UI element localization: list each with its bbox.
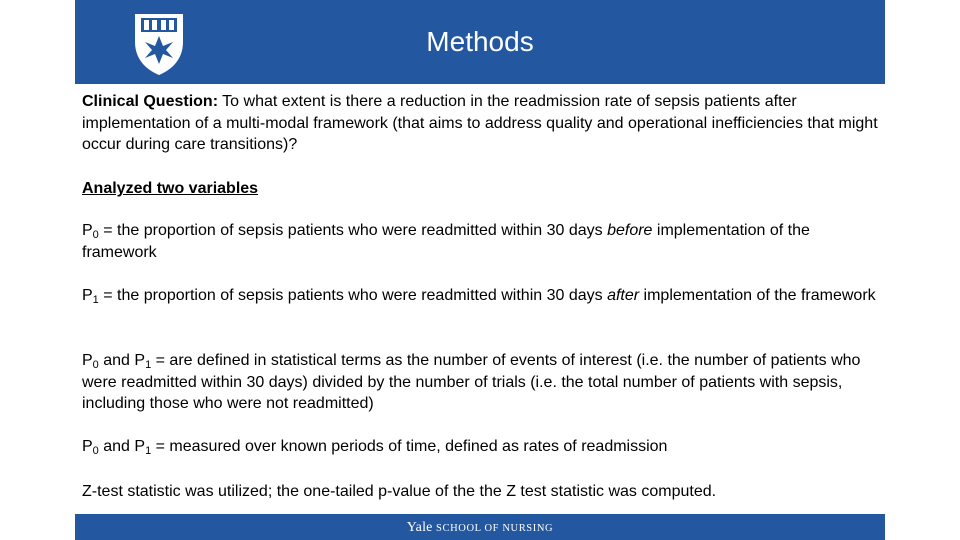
def-subscript-a: 0: [92, 359, 99, 371]
def-subscript-b: 1: [145, 359, 152, 371]
meas-subscript-b: 1: [145, 445, 152, 457]
clinical-question-paragraph: [82, 91, 882, 156]
p1-emphasis: after: [607, 287, 640, 304]
clinical-question-text: To what extent is there a reduction in the readmission rate of sepsis patients after implementation of a multi-modal framework (that aims to address quality and operational inefficiencies that might occur during care transitions)?: [82, 93, 878, 153]
footer-wordmark: [75, 519, 885, 536]
p1-text-a: = the proportion of sepsis patients who were readmitted within 30 days: [98, 287, 608, 304]
p1-definition: [82, 285, 882, 307]
p0-text-a: = the proportion of sepsis patients who were readmitted within 30 days: [98, 222, 608, 239]
p1-subscript: 1: [92, 294, 99, 306]
meas-and: and P: [98, 438, 146, 455]
header-bar: [75, 0, 885, 84]
measurement-definition: [82, 436, 882, 458]
meas-subscript-a: 0: [92, 445, 99, 457]
footer-brand: Yale: [406, 520, 433, 535]
p0-symbol: P: [82, 222, 93, 239]
footer-unit: SCHOOL OF NURSING: [436, 523, 554, 534]
def-symbol-a: P: [82, 352, 93, 369]
footer-bar: [75, 514, 885, 540]
p1-symbol: P: [82, 287, 93, 304]
def-text: = are defined in statistical terms as the number of events of interest (i.e. the number of patients who were readmitted within 30 days) divided by the number of trials (i.e. the total number of patients with sepsis, including those who were not readmitted): [82, 352, 861, 412]
p0-definition: [82, 220, 882, 263]
statistical-definition: [82, 350, 882, 415]
p0-subscript: 0: [92, 229, 99, 241]
ztest-paragraph: Z-test statistic was utilized; the one-tailed p-value of the the Z test statistic was computed.: [82, 483, 717, 500]
p1-text-b: implementation of the framework: [639, 287, 876, 304]
p0-emphasis: before: [607, 222, 653, 239]
clinical-question-label: Clinical Question:: [82, 93, 219, 110]
meas-symbol-a: P: [82, 438, 93, 455]
variables-heading: Analyzed two variables: [82, 180, 259, 197]
page-title: Methods: [426, 26, 534, 57]
meas-text: = measured over known periods of time, defined as rates of readmission: [151, 438, 668, 455]
def-and: and P: [98, 352, 146, 369]
p0-text-b: implementation of the framework: [82, 222, 810, 261]
